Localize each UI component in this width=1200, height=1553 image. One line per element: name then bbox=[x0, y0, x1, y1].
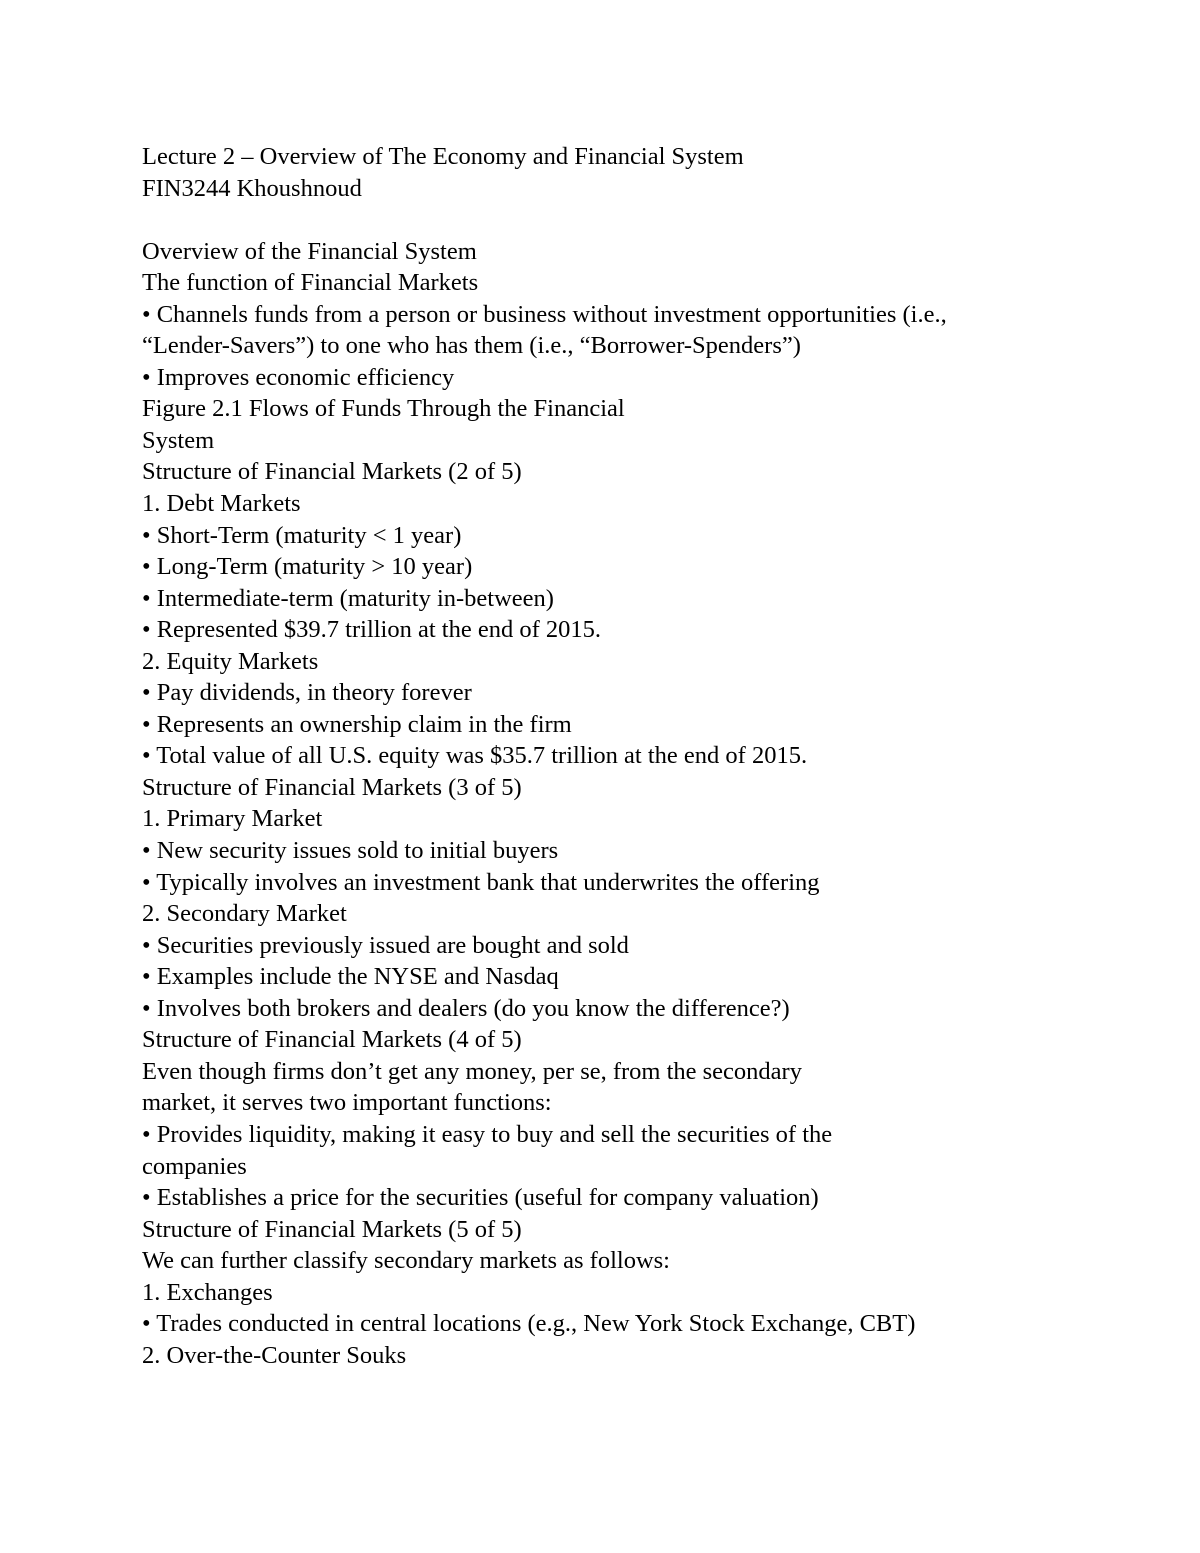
list-heading: 2. Equity Markets bbox=[142, 647, 319, 675]
blank-line bbox=[142, 204, 1142, 236]
section-heading: Structure of Financial Markets (3 of 5) bbox=[142, 773, 522, 801]
figure-caption: Figure 2.1 Flows of Funds Through the Financial bbox=[142, 395, 625, 423]
bullet-item: • Provides liquidity, making it easy to buy and sell the securities of the bbox=[142, 1120, 833, 1148]
bullet-item: • Represented $39.7 trillion at the end of 2015. bbox=[142, 616, 602, 644]
section-heading: Overview of the Financial System bbox=[142, 237, 477, 265]
section-heading: Structure of Financial Markets (2 of 5) bbox=[142, 458, 522, 486]
text-line: companies bbox=[142, 1152, 247, 1180]
subheading: The function of Financial Markets bbox=[142, 269, 479, 297]
bullet-item: • Examples include the NYSE and Nasdaq bbox=[142, 963, 559, 991]
list-heading: 2. Secondary Market bbox=[142, 900, 347, 928]
list-heading: 1. Exchanges bbox=[142, 1278, 273, 1306]
bullet-item: • Long-Term (maturity > 10 year) bbox=[142, 553, 473, 581]
bullet-item: • Pay dividends, in theory forever bbox=[142, 679, 472, 707]
section-heading: Structure of Financial Markets (4 of 5) bbox=[142, 1026, 522, 1054]
section-heading: Structure of Financial Markets (5 of 5) bbox=[142, 1215, 522, 1243]
bullet-item: • Involves both brokers and dealers (do you know the difference?) bbox=[142, 994, 790, 1022]
bullet-item: • Improves economic efficiency bbox=[142, 363, 455, 391]
bullet-item: • Represents an ownership claim in the firm bbox=[142, 710, 572, 738]
text-line: Even though firms don’t get any money, per se, from the secondary bbox=[142, 1057, 802, 1085]
course-code: FIN3244 Khoushnoud bbox=[142, 174, 362, 202]
bullet-item: • Establishes a price for the securities (useful for company valuation) bbox=[142, 1184, 819, 1212]
bullet-item: • Trades conducted in central locations (e.g., New York Stock Exchange, CBT) bbox=[142, 1310, 916, 1338]
list-heading: 2. Over-the-Counter Souks bbox=[142, 1341, 407, 1369]
bullet-item: • Intermediate-term (maturity in-between) bbox=[142, 584, 554, 612]
text-line: “Lender-Savers”) to one who has them (i.e., “Borrower-Spenders”) bbox=[142, 332, 801, 360]
figure-caption: System bbox=[142, 426, 215, 454]
bullet-item: • Securities previously issued are bought and sold bbox=[142, 931, 629, 959]
document-title: Lecture 2 – Overview of The Economy and Financial System bbox=[142, 143, 744, 170]
text-line: market, it serves two important functions: bbox=[142, 1089, 552, 1117]
text-line: We can further classify secondary markets as follows: bbox=[142, 1247, 670, 1275]
bullet-item: • Typically involves an investment bank that underwrites the offering bbox=[142, 868, 820, 896]
bullet-item: • Channels funds from a person or business without investment opportunities (i.e., bbox=[142, 300, 947, 328]
bullet-item: • Total value of all U.S. equity was $35.7 trillion at the end of 2015. bbox=[142, 742, 808, 770]
list-heading: 1. Primary Market bbox=[142, 805, 323, 833]
document-page bbox=[142, 141, 1142, 1371]
bullet-item: • Short-Term (maturity < 1 year) bbox=[142, 521, 462, 549]
bullet-item: • New security issues sold to initial buyers bbox=[142, 837, 559, 865]
list-heading: 1. Debt Markets bbox=[142, 490, 301, 518]
